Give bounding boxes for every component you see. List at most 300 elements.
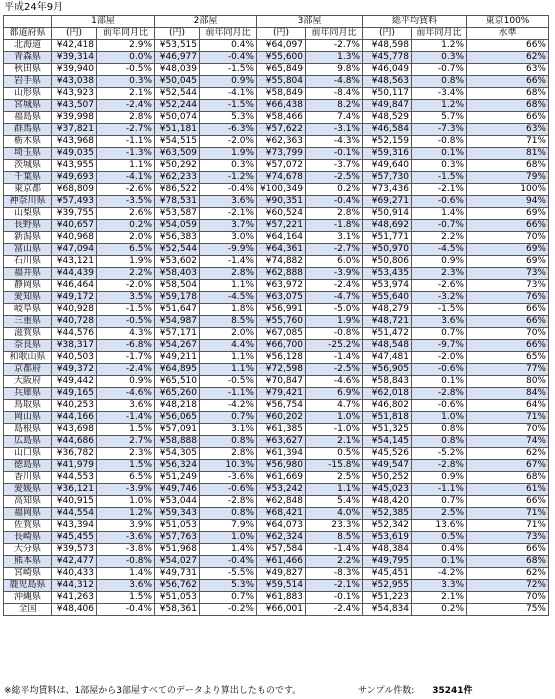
cell-level: 71% — [467, 520, 549, 532]
cell-two-room-yen: ¥64,895 — [155, 364, 200, 376]
cell-three-room-yen: ¥65,849 — [257, 64, 306, 76]
cell-two-room-yen: ¥58,504 — [155, 280, 200, 292]
cell-level: 65% — [467, 352, 549, 364]
cell-average-yoy: -2.6% — [412, 280, 467, 292]
cell-two-room-yoy: -5.5% — [200, 568, 257, 580]
cell-one-room-yen: ¥44,439 — [52, 268, 97, 280]
cell-level: 69% — [467, 244, 549, 256]
table-row — [4, 256, 549, 268]
cell-two-room-yoy: -4.1% — [200, 88, 257, 100]
table-row — [4, 40, 549, 52]
cell-one-room-yen: ¥42,418 — [52, 40, 97, 52]
cell-average-yoy: 0.8% — [412, 436, 467, 448]
cell-average-yen: ¥50,252 — [363, 472, 412, 484]
cell-prefecture: 埼玉県 — [4, 148, 52, 160]
cell-two-room-yoy: -0.6% — [200, 484, 257, 496]
cell-level: 62% — [467, 52, 549, 64]
cell-three-room-yen: ¥74,678 — [257, 172, 306, 184]
cell-one-room-yoy: 3.5% — [97, 292, 155, 304]
cell-average-yen: ¥46,584 — [363, 124, 412, 136]
cell-level: 66% — [467, 220, 549, 232]
cell-one-room-yen: ¥40,657 — [52, 220, 97, 232]
cell-average-yen: ¥69,271 — [363, 196, 412, 208]
cell-two-room-yen: ¥65,260 — [155, 388, 200, 400]
table-row — [4, 412, 549, 424]
cell-average-yen: ¥45,023 — [363, 484, 412, 496]
cell-average-yen: ¥52,159 — [363, 136, 412, 148]
cell-average-yoy: -1.1% — [412, 484, 467, 496]
cell-level: 67% — [467, 460, 549, 472]
cell-one-room-yen: ¥44,553 — [52, 472, 97, 484]
cell-prefecture: 徳島県 — [4, 460, 52, 472]
cell-one-room-yoy: -4.6% — [97, 388, 155, 400]
table-row — [4, 508, 549, 520]
cell-prefecture: 滋賀県 — [4, 328, 52, 340]
cell-level: 66% — [467, 544, 549, 556]
cell-three-room-yoy: -4.3% — [306, 136, 363, 148]
cell-two-room-yoy: -9.9% — [200, 244, 257, 256]
cell-three-room-yen: ¥61,385 — [257, 424, 306, 436]
cell-two-room-yoy: 5.3% — [200, 580, 257, 592]
cell-level: 73% — [467, 532, 549, 544]
cell-one-room-yen: ¥43,698 — [52, 424, 97, 436]
cell-one-room-yen: ¥57,493 — [52, 196, 97, 208]
cell-three-room-yen: ¥64,097 — [257, 40, 306, 52]
cell-one-room-yen: ¥38,317 — [52, 340, 97, 352]
cell-three-room-yen: ¥55,600 — [257, 52, 306, 64]
cell-two-room-yen: ¥86,522 — [155, 184, 200, 196]
cell-three-room-yen: ¥72,598 — [257, 364, 306, 376]
cell-level: 66% — [467, 316, 549, 328]
cell-average-yen: ¥48,548 — [363, 340, 412, 352]
cell-average-yen: ¥46,802 — [363, 400, 412, 412]
col-three-room-yoy: 前年同月比 — [306, 28, 363, 40]
cell-level: 71% — [467, 412, 549, 424]
report-period: 平成24年9月 — [4, 2, 64, 13]
cell-average-yoy: -2.8% — [412, 460, 467, 472]
cell-three-room-yen: ¥59,514 — [257, 580, 306, 592]
col-average-yoy: 前年同月比 — [412, 28, 467, 40]
cell-average-yoy: 0.8% — [412, 76, 467, 88]
cell-three-room-yen: ¥66,438 — [257, 100, 306, 112]
cell-one-room-yoy: 1.9% — [97, 256, 155, 268]
cell-two-room-yen: ¥57,091 — [155, 424, 200, 436]
cell-average-yen: ¥52,342 — [363, 520, 412, 532]
cell-three-room-yoy: -0.1% — [306, 148, 363, 160]
cell-two-room-yoy: 10.3% — [200, 460, 257, 472]
cell-prefecture: 広島県 — [4, 436, 52, 448]
cell-average-yoy: 0.7% — [412, 496, 467, 508]
cell-three-room-yoy: -4.7% — [306, 292, 363, 304]
table-row — [4, 280, 549, 292]
rent-table — [3, 15, 549, 616]
table-row — [4, 436, 549, 448]
cell-two-room-yen: ¥58,403 — [155, 268, 200, 280]
cell-three-room-yoy: 6.0% — [306, 256, 363, 268]
cell-two-room-yen: ¥56,324 — [155, 460, 200, 472]
cell-average-yen: ¥55,640 — [363, 292, 412, 304]
cell-three-room-yoy: -0.8% — [306, 328, 363, 340]
cell-two-room-yoy: 0.7% — [200, 412, 257, 424]
cell-two-room-yen: ¥54,987 — [155, 316, 200, 328]
cell-prefecture: 神奈川県 — [4, 196, 52, 208]
cell-one-room-yoy: 2.1% — [97, 88, 155, 100]
cell-average-yoy: -0.8% — [412, 136, 467, 148]
cell-two-room-yen: ¥54,027 — [155, 556, 200, 568]
cell-level: 73% — [467, 280, 549, 292]
cell-average-yoy: -9.7% — [412, 340, 467, 352]
cell-three-room-yoy: 8.2% — [306, 100, 363, 112]
cell-level: 66% — [467, 76, 549, 88]
cell-average-yen: ¥62,018 — [363, 388, 412, 400]
cell-average-yoy: -0.7% — [412, 220, 467, 232]
cell-three-room-yoy: -1.4% — [306, 352, 363, 364]
cell-three-room-yen: ¥57,221 — [257, 220, 306, 232]
cell-prefecture: 茨城県 — [4, 160, 52, 172]
cell-prefecture: 石川県 — [4, 256, 52, 268]
cell-average-yen: ¥49,795 — [363, 556, 412, 568]
cell-three-room-yoy: 9.8% — [306, 64, 363, 76]
cell-three-room-yen: ¥64,361 — [257, 244, 306, 256]
cell-one-room-yoy: 2.9% — [97, 40, 155, 52]
cell-three-room-yen: ¥64,073 — [257, 520, 306, 532]
cell-two-room-yoy: -4.2% — [200, 400, 257, 412]
cell-average-yoy: -2.1% — [412, 184, 467, 196]
cell-average-yoy: -4.2% — [412, 568, 467, 580]
cell-one-room-yen: ¥40,915 — [52, 496, 97, 508]
cell-three-room-yen: ¥67,085 — [257, 328, 306, 340]
cell-two-room-yen: ¥49,211 — [155, 352, 200, 364]
cell-average-yoy: -0.6% — [412, 400, 467, 412]
cell-two-room-yen: ¥56,762 — [155, 580, 200, 592]
cell-prefecture: 静岡県 — [4, 280, 52, 292]
cell-three-room-yen: ¥49,827 — [257, 568, 306, 580]
header-row-groups — [4, 16, 549, 28]
cell-three-room-yen: ¥58,849 — [257, 88, 306, 100]
cell-prefecture: 長崎県 — [4, 532, 52, 544]
cell-one-room-yoy: 4.3% — [97, 328, 155, 340]
cell-two-room-yoy: -0.4% — [200, 52, 257, 64]
cell-three-room-yen: ¥55,760 — [257, 316, 306, 328]
cell-two-room-yen: ¥51,249 — [155, 472, 200, 484]
cell-prefecture: 栃木県 — [4, 136, 52, 148]
col-three-room-yen: (円) — [257, 28, 306, 40]
table-row — [4, 136, 549, 148]
cell-prefecture: 長野県 — [4, 220, 52, 232]
cell-three-room-yen: ¥100,349 — [257, 184, 306, 196]
cell-prefecture: 高知県 — [4, 496, 52, 508]
cell-prefecture: 千葉県 — [4, 172, 52, 184]
cell-three-room-yoy: -5.0% — [306, 304, 363, 316]
cell-one-room-yoy: 2.0% — [97, 232, 155, 244]
table-row — [4, 160, 549, 172]
cell-prefecture: 青森県 — [4, 52, 52, 64]
cell-average-yen: ¥45,526 — [363, 448, 412, 460]
cell-two-room-yoy: 0.9% — [200, 76, 257, 88]
table-row — [4, 364, 549, 376]
cell-two-room-yen: ¥56,065 — [155, 412, 200, 424]
table-body — [4, 40, 549, 616]
cell-average-yoy: 2.3% — [412, 268, 467, 280]
cell-three-room-yen: ¥61,394 — [257, 448, 306, 460]
cell-one-room-yen: ¥44,576 — [52, 328, 97, 340]
cell-three-room-yoy: 23.3% — [306, 520, 363, 532]
cell-average-yoy: 1.4% — [412, 208, 467, 220]
cell-two-room-yen: ¥59,343 — [155, 508, 200, 520]
cell-one-room-yen: ¥43,968 — [52, 136, 97, 148]
cell-three-room-yoy: -8.4% — [306, 88, 363, 100]
cell-average-yen: ¥49,547 — [363, 460, 412, 472]
cell-two-room-yoy: 4.4% — [200, 340, 257, 352]
table-row — [4, 424, 549, 436]
header-row-columns — [4, 28, 549, 40]
cell-average-yoy: 13.6% — [412, 520, 467, 532]
cell-one-room-yoy: 6.5% — [97, 244, 155, 256]
cell-level: 71% — [467, 508, 549, 520]
cell-three-room-yen: ¥68,421 — [257, 508, 306, 520]
cell-average-yoy: 0.3% — [412, 160, 467, 172]
cell-average-yen: ¥49,847 — [363, 100, 412, 112]
table-row — [4, 148, 549, 160]
table-row — [4, 496, 549, 508]
table-row — [4, 232, 549, 244]
table-row — [4, 184, 549, 196]
table-row — [4, 316, 549, 328]
cell-three-room-yoy: 8.5% — [306, 532, 363, 544]
table-row — [4, 52, 549, 64]
table-row — [4, 400, 549, 412]
cell-three-room-yen: ¥60,524 — [257, 208, 306, 220]
cell-level: 66% — [467, 340, 549, 352]
cell-prefecture: 愛媛県 — [4, 484, 52, 496]
cell-level: 68% — [467, 88, 549, 100]
cell-one-room-yen: ¥68,809 — [52, 184, 97, 196]
cell-one-room-yen: ¥44,686 — [52, 436, 97, 448]
cell-level: 70% — [467, 232, 549, 244]
cell-one-room-yen: ¥40,728 — [52, 316, 97, 328]
cell-one-room-yen: ¥49,165 — [52, 388, 97, 400]
cell-average-yoy: 1.2% — [412, 100, 467, 112]
cell-two-room-yoy: 1.9% — [200, 148, 257, 160]
cell-two-room-yen: ¥56,383 — [155, 232, 200, 244]
cell-three-room-yen: ¥62,848 — [257, 496, 306, 508]
cell-two-room-yoy: -1.4% — [200, 256, 257, 268]
cell-three-room-yoy: -8.3% — [306, 568, 363, 580]
cell-level: 77% — [467, 364, 549, 376]
cell-three-room-yoy: 2.5% — [306, 472, 363, 484]
cell-three-room-yen: ¥60,202 — [257, 412, 306, 424]
cell-three-room-yoy: -2.4% — [306, 280, 363, 292]
table-row — [4, 532, 549, 544]
cell-three-room-yen: ¥62,324 — [257, 532, 306, 544]
col-one-room-yen: (円) — [52, 28, 97, 40]
cell-average-yoy: 0.3% — [412, 52, 467, 64]
cell-one-room-yen: ¥49,693 — [52, 172, 97, 184]
cell-level: 70% — [467, 328, 549, 340]
header-average-rent: 総平均賃料 — [363, 16, 467, 28]
cell-two-room-yen: ¥49,731 — [155, 568, 200, 580]
cell-average-yen: ¥48,692 — [363, 220, 412, 232]
cell-two-room-yoy: 1.8% — [200, 304, 257, 316]
col-one-room-yoy: 前年同月比 — [97, 28, 155, 40]
cell-one-room-yen: ¥40,503 — [52, 352, 97, 364]
cell-level: 68% — [467, 100, 549, 112]
cell-one-room-yoy: 2.2% — [97, 268, 155, 280]
cell-one-room-yoy: -2.6% — [97, 184, 155, 196]
cell-average-yoy: -4.5% — [412, 244, 467, 256]
cell-average-yen: ¥48,420 — [363, 496, 412, 508]
cell-average-yoy: 2.1% — [412, 592, 467, 604]
table-row — [4, 76, 549, 88]
cell-three-room-yoy: -25.2% — [306, 340, 363, 352]
table-row — [4, 196, 549, 208]
cell-average-yen: ¥48,598 — [363, 40, 412, 52]
cell-two-room-yen: ¥52,244 — [155, 100, 200, 112]
cell-two-room-yen: ¥48,039 — [155, 64, 200, 76]
cell-level: 68% — [467, 556, 549, 568]
cell-two-room-yoy: -1.5% — [200, 64, 257, 76]
cell-three-room-yen: ¥57,072 — [257, 160, 306, 172]
cell-two-room-yen: ¥53,602 — [155, 256, 200, 268]
cell-average-yen: ¥49,640 — [363, 160, 412, 172]
cell-one-room-yoy: 6.5% — [97, 472, 155, 484]
cell-one-room-yoy: 0.0% — [97, 52, 155, 64]
cell-one-room-yoy: 2.8% — [97, 112, 155, 124]
table-row — [4, 376, 549, 388]
cell-two-room-yen: ¥57,171 — [155, 328, 200, 340]
cell-average-yoy: 0.5% — [412, 532, 467, 544]
cell-one-room-yoy: -2.4% — [97, 364, 155, 376]
cell-one-room-yoy: 3.9% — [97, 520, 155, 532]
cell-three-room-yoy: -2.7% — [306, 244, 363, 256]
cell-one-room-yen: ¥36,782 — [52, 448, 97, 460]
cell-average-yen: ¥50,914 — [363, 208, 412, 220]
cell-three-room-yoy: 3.1% — [306, 232, 363, 244]
cell-three-room-yoy: -3.7% — [306, 160, 363, 172]
cell-average-yoy: 0.1% — [412, 148, 467, 160]
cell-prefecture: 大阪府 — [4, 376, 52, 388]
cell-one-room-yen: ¥40,433 — [52, 568, 97, 580]
cell-prefecture: 三重県 — [4, 316, 52, 328]
cell-three-room-yen: ¥62,363 — [257, 136, 306, 148]
cell-three-room-yoy: -3.1% — [306, 124, 363, 136]
cell-average-yen: ¥53,435 — [363, 268, 412, 280]
cell-three-room-yoy: 2.8% — [306, 208, 363, 220]
cell-three-room-yoy: 5.4% — [306, 496, 363, 508]
cell-average-yoy: -5.2% — [412, 448, 467, 460]
cell-prefecture: 全国 — [4, 604, 52, 616]
cell-average-yen: ¥51,472 — [363, 328, 412, 340]
cell-average-yen: ¥52,955 — [363, 580, 412, 592]
cell-level: 79% — [467, 172, 549, 184]
cell-one-room-yoy: 3.6% — [97, 400, 155, 412]
cell-level: 75% — [467, 604, 549, 616]
table-row — [4, 124, 549, 136]
cell-three-room-yen: ¥61,883 — [257, 592, 306, 604]
cell-two-room-yen: ¥58,361 — [155, 604, 200, 616]
cell-two-room-yoy: -6.3% — [200, 124, 257, 136]
table-row — [4, 472, 549, 484]
cell-two-room-yoy: 0.3% — [200, 160, 257, 172]
cell-two-room-yen: ¥62,233 — [155, 172, 200, 184]
cell-average-yen: ¥59,316 — [363, 148, 412, 160]
table-row — [4, 220, 549, 232]
cell-two-room-yen: ¥50,045 — [155, 76, 200, 88]
cell-two-room-yoy: -0.2% — [200, 604, 257, 616]
cell-one-room-yoy: -0.4% — [97, 604, 155, 616]
cell-two-room-yoy: -3.6% — [200, 472, 257, 484]
cell-one-room-yoy: -3.8% — [97, 544, 155, 556]
cell-one-room-yoy: 1.0% — [97, 496, 155, 508]
cell-three-room-yen: ¥64,164 — [257, 232, 306, 244]
cell-level: 64% — [467, 400, 549, 412]
cell-prefecture: 宮崎県 — [4, 568, 52, 580]
cell-average-yoy: -0.6% — [412, 196, 467, 208]
cell-three-room-yoy: -2.1% — [306, 580, 363, 592]
cell-three-room-yoy: 4.7% — [306, 400, 363, 412]
cell-average-yen: ¥54,145 — [363, 436, 412, 448]
cell-three-room-yen: ¥90,351 — [257, 196, 306, 208]
cell-average-yen: ¥51,223 — [363, 592, 412, 604]
col-prefecture: 都道府県 — [4, 28, 52, 40]
cell-prefecture: 岩手県 — [4, 76, 52, 88]
cell-one-room-yoy: -1.4% — [97, 412, 155, 424]
cell-one-room-yen: ¥39,755 — [52, 208, 97, 220]
cell-prefecture: 富山県 — [4, 244, 52, 256]
cell-one-room-yoy: -2.4% — [97, 100, 155, 112]
cell-three-room-yoy: -15.8% — [306, 460, 363, 472]
cell-prefecture: 島根県 — [4, 424, 52, 436]
table-row — [4, 244, 549, 256]
cell-three-room-yoy: -2.5% — [306, 364, 363, 376]
cell-average-yen: ¥53,619 — [363, 532, 412, 544]
cell-one-room-yen: ¥40,253 — [52, 400, 97, 412]
cell-two-room-yoy: 0.4% — [200, 40, 257, 52]
cell-average-yoy: 0.1% — [412, 556, 467, 568]
cell-three-room-yoy: -0.1% — [306, 592, 363, 604]
cell-average-yen: ¥50,970 — [363, 244, 412, 256]
table-row — [4, 568, 549, 580]
cell-one-room-yen: ¥39,573 — [52, 544, 97, 556]
cell-one-room-yen: ¥39,998 — [52, 112, 97, 124]
cell-three-room-yoy: -2.5% — [306, 172, 363, 184]
cell-average-yoy: -2.0% — [412, 352, 467, 364]
cell-two-room-yoy: -1.5% — [200, 100, 257, 112]
cell-three-room-yoy: -2.4% — [306, 604, 363, 616]
cell-level: 72% — [467, 580, 549, 592]
cell-two-room-yen: ¥52,544 — [155, 244, 200, 256]
table-row — [4, 340, 549, 352]
cell-one-room-yoy: -2.0% — [97, 280, 155, 292]
cell-two-room-yoy: 3.6% — [200, 196, 257, 208]
cell-one-room-yoy: 1.5% — [97, 460, 155, 472]
cell-three-room-yoy: -4.8% — [306, 76, 363, 88]
cell-three-room-yen: ¥63,075 — [257, 292, 306, 304]
cell-level: 63% — [467, 124, 549, 136]
cell-level: 62% — [467, 568, 549, 580]
cell-two-room-yen: ¥54,305 — [155, 448, 200, 460]
cell-level: 80% — [467, 376, 549, 388]
cell-one-room-yen: ¥39,314 — [52, 52, 97, 64]
cell-two-room-yen: ¥51,181 — [155, 124, 200, 136]
cell-average-yoy: 5.7% — [412, 112, 467, 124]
cell-average-yoy: -0.7% — [412, 64, 467, 76]
cell-average-yoy: 3.6% — [412, 316, 467, 328]
cell-two-room-yen: ¥63,509 — [155, 148, 200, 160]
cell-three-room-yoy: 1.0% — [306, 412, 363, 424]
cell-average-yen: ¥48,529 — [363, 112, 412, 124]
cell-one-room-yen: ¥43,507 — [52, 100, 97, 112]
